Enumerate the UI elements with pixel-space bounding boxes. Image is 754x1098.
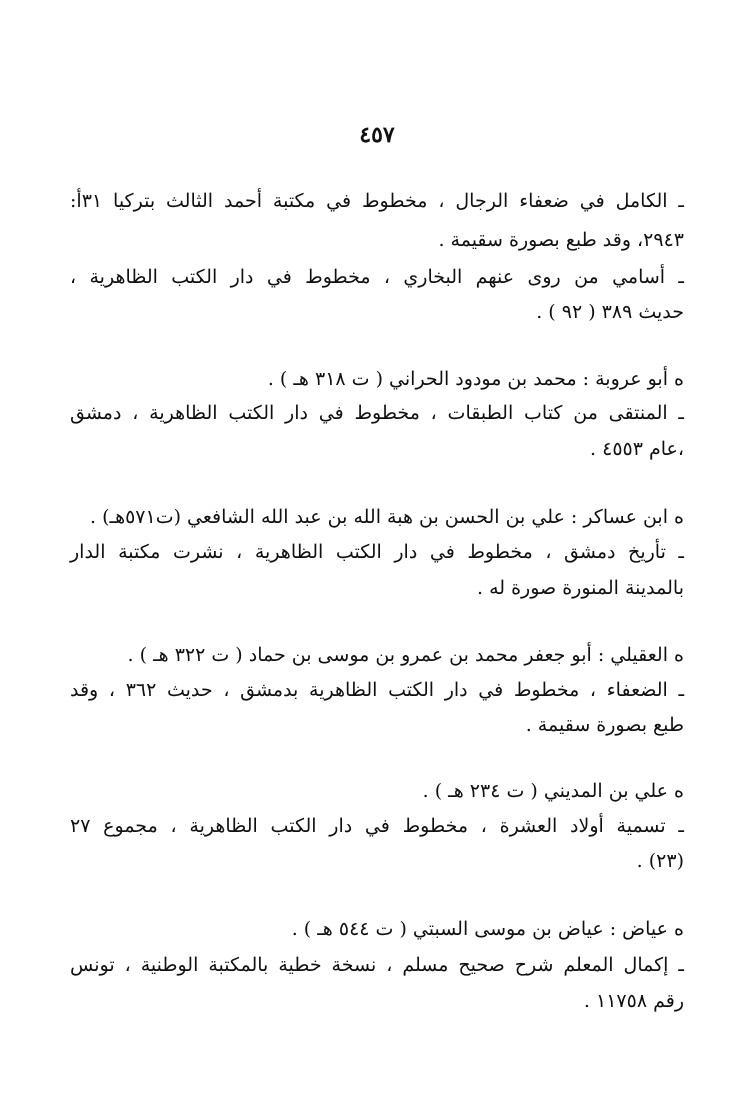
entry-line: ـ إكمال المعلم شرح صحيح مسلم ، نسخة خطية بالمكتبة الوطنية ، تونس — [70, 954, 684, 976]
entry-heading: ه أبو عروبة : محمد بن مودود الحراني ( ت ٣١٨ هـ ) . — [267, 368, 684, 390]
entry-line: ،عام ٤٥٥٣ . — [590, 438, 684, 460]
page-number: ٤٥٧ — [359, 122, 395, 148]
entry-line: ـ تسمية أولاد العشرة ، مخطوط في دار الكتب الظاهرية ، مجموع ٢٧ — [70, 815, 684, 837]
entry-line: (٢٣) . — [636, 850, 684, 872]
entry-line: بالمدينة المنورة صورة له . — [476, 577, 684, 599]
entry-line: طبع بصورة سقيمة . — [525, 714, 684, 736]
entry-heading: ه علي بن المديني ( ت ٢٣٤ هـ ) . — [422, 780, 684, 802]
entry-line: رقم ١١٧٥٨ . — [583, 990, 684, 1012]
entry-line: ـ أسامي من روى عنهم البخاري ، مخطوط في دار الكتب الظاهرية ، — [70, 266, 684, 288]
entry-line: ـ الضعفاء ، مخطوط في دار الكتب الظاهرية بدمشق ، حديث ٣٦٢ ، وقد — [70, 679, 685, 701]
entry-line: ـ الكامل في ضعفاء الرجال ، مخطوط في مكتبة أحمد الثالث بتركيا ٣١أ: — [70, 190, 684, 212]
entry-heading: ه ابن عساكر : علي بن الحسن بن هبة الله بن عبد الله الشافعي (ت٥٧١هـ) . — [90, 506, 684, 528]
entry-heading: ه العقيلي : أبو جعفر محمد بن عمرو بن موسى بن حماد ( ت ٣٢٢ هـ ) . — [127, 644, 684, 666]
entry-line: حديث ٣٨٩ ( ٩٢ ) . — [536, 301, 684, 323]
entry-line: ٢٩٤٣، وقد طبع بصورة سقيمة . — [438, 229, 684, 251]
entry-line: ـ المنتقى من كتاب الطبقات ، مخطوط في دار الكتب الظاهرية ، دمشق — [70, 402, 684, 424]
entry-heading: ه عياض : عياض بن موسى السبتي ( ت ٥٤٤ هـ ) . — [291, 918, 684, 940]
entry-line: ـ تأريخ دمشق ، مخطوط في دار الكتب الظاهرية ، نشرت مكتبة الدار — [70, 541, 684, 563]
